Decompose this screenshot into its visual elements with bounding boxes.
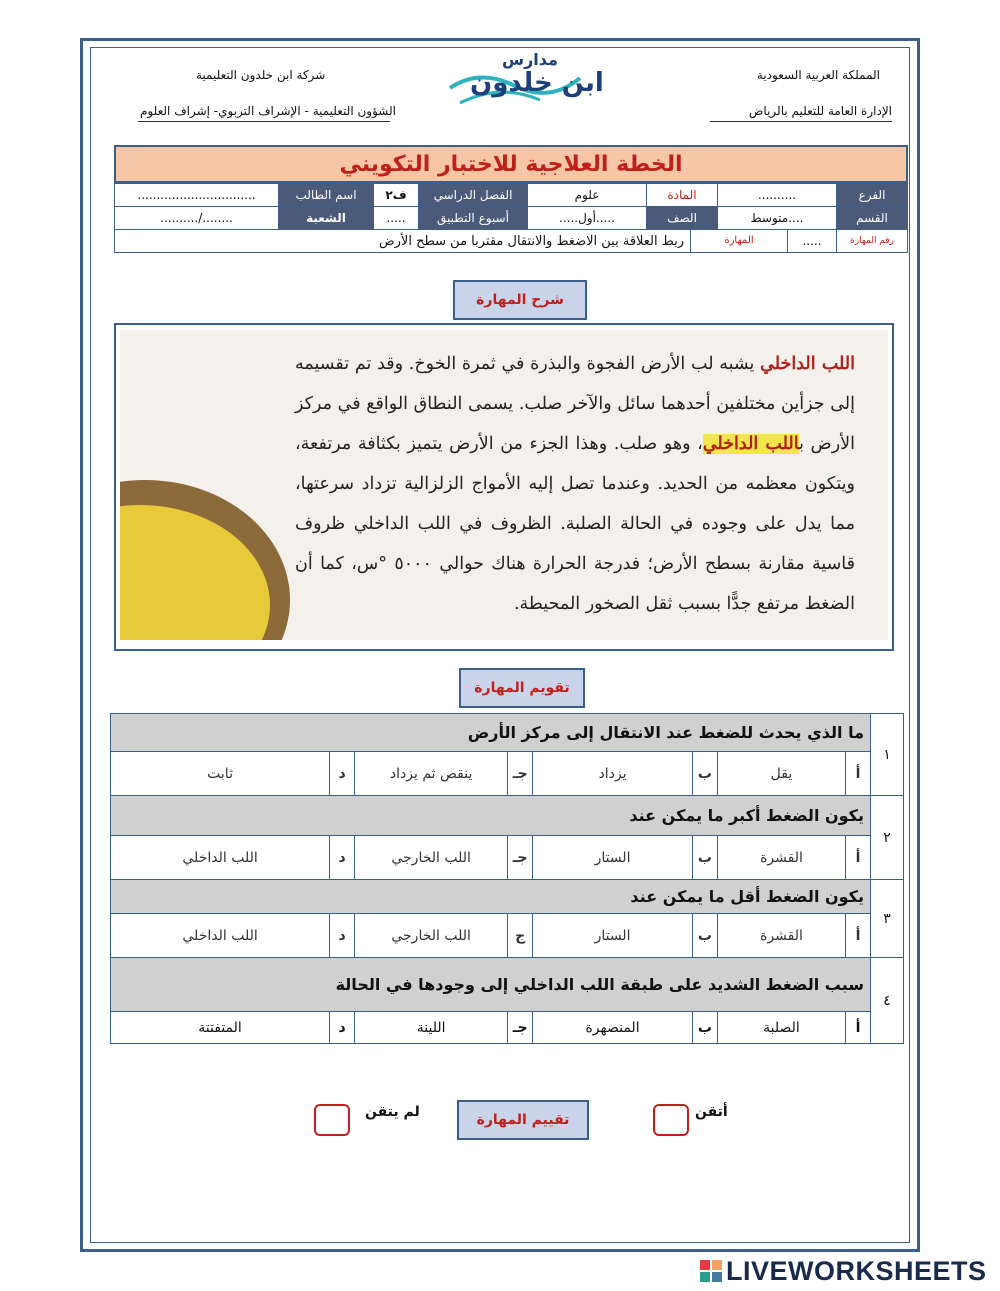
header-department: الشؤون التعليمية - الإشراف التربوي- إشراف العلوم [140,104,396,118]
week-field[interactable]: ..... [374,207,419,230]
page-title: الخطة العلاجية للاختبار التكويني [114,145,908,183]
question-number: ٤ [871,958,904,1044]
passage-text-2: ، وهو صلب. وهذا الجزء من الأرض يتميز بكثافة مرتفعة، ويتكون معظمه من الحديد. وعندما تصل إليه الأمواج الزلزالية تزداد سرعتها، مما يدل على وجوده في الحالة الصلبة. الظروف في اللب الداخلي ظروف قاسية مقارنة بسطح الأرض؛ فدرجة الحرارة هناك حوالي ٥٠٠٠ °س، كما أن الضغط مرتفع جدًّا بسبب ثقل الصخور المحيطة. [295,434,855,614]
student-label: اسم الطالب [279,184,374,207]
answer-option[interactable]: ينقص ثم يزداد [355,752,508,796]
option-letter: أ [846,1012,871,1044]
not-mastered-checkbox[interactable] [314,1104,350,1136]
semester-label: الفصل الدراسي [419,184,528,207]
header-underline-right [710,121,892,122]
week-label: أسبوع التطبيق [419,207,528,230]
header-country: المملكة العربية السعودية [756,68,880,82]
skill-label: المهارة [690,230,787,252]
skill-number-label: رقم المهارة [837,230,908,253]
evaluate-skill-button[interactable]: تقييم المهارة [457,1100,589,1140]
student-name-field[interactable]: ............................... [115,184,279,207]
option-letter: أ [846,914,871,958]
answer-option[interactable]: اللب الخارجي [355,914,508,958]
answer-option[interactable]: ثابت [111,752,330,796]
subject-label: المادة [647,184,718,207]
question-text: يكون الضغط أكبر ما يمكن عند [111,796,871,836]
question-text: ما الذي يحدث للضغط عند الانتقال إلى مركز الأرض [111,714,871,752]
questions-table [110,713,904,1044]
passage-text [295,344,855,624]
liveworksheets-logo-icon [700,1260,722,1282]
option-letter: ب [692,836,717,880]
answer-option[interactable]: اللب الداخلي [111,914,330,958]
passage-highlight: اللب الداخلي [702,434,800,454]
question-text: يكون الضغط أقل ما يمكن عند [111,880,871,914]
option-letter: جـ [508,1012,533,1044]
option-letter: جـ [508,752,533,796]
semester-field[interactable]: ف٢ [374,184,419,207]
answer-option[interactable]: الصلبة [717,1012,845,1044]
subject-field[interactable]: علوم [528,184,647,207]
assess-skill-button[interactable]: تقويم المهارة [459,668,585,708]
option-letter: د [330,836,355,880]
option-letter: ب [692,1012,717,1044]
grade-field[interactable]: .....أول..... [528,207,647,230]
option-letter: د [330,1012,355,1044]
option-letter: د [330,752,355,796]
option-letter: جـ [508,836,533,880]
answer-option[interactable]: القشرة [717,914,845,958]
liveworksheets-wordmark: LIVEWORKSHEETS [726,1255,987,1286]
mastered-label: أتقن [695,1104,728,1120]
answer-option[interactable]: الستار [533,914,693,958]
grade-label: الصف [647,207,718,230]
question-number: ١ [871,714,904,796]
question-number: ٣ [871,880,904,958]
answer-option[interactable]: المنصهرة [533,1012,693,1044]
question-text: سبب الضغط الشديد على طبقة اللب الداخلي إلى وجودها في الحالة [111,958,871,1012]
school-logo [440,48,604,120]
logo-text-bottom: ابن خلدون [470,68,604,98]
answer-option[interactable]: المتفتتة [111,1012,330,1044]
division-label: الشعبة [279,207,374,230]
passage-lead: اللب الداخلي [760,354,855,374]
branch-label: الفرع [837,184,908,207]
option-letter: ب [692,914,717,958]
option-letter: أ [846,752,871,796]
option-letter: د [330,914,355,958]
answer-option[interactable]: اللينة [355,1012,508,1044]
section-field[interactable]: ....متوسط [718,207,837,230]
answer-option[interactable]: الستار [533,836,693,880]
answer-option[interactable]: يقل [717,752,845,796]
branch-field[interactable]: .......... [718,184,837,207]
header-underline-left [138,121,390,122]
logo-text-top: مدارس [502,50,558,69]
section-label: القسم [837,207,908,230]
option-letter: أ [846,836,871,880]
passage-text-1: يشبه لب الأرض الفجوة والبذرة في ثمرة الخوخ. وقد تم تقسيمه إلى جزأين مختلفين أحدهما سائل والآخر صلب. يسمى النطاق الواقع في مركز الأرض ب [295,354,855,454]
header-directorate: الإدارة العامة للتعليم بالرياض [748,104,892,118]
header-company: شركة ابن خلدون التعليمية [196,68,326,82]
skill-number-field[interactable]: ..... [787,230,836,252]
option-letter: ب [692,752,717,796]
answer-option[interactable]: يزداد [533,752,693,796]
explain-skill-button[interactable]: شرح المهارة [453,280,587,320]
not-mastered-label: لم يتقن [365,1104,420,1120]
passage-scan [120,330,888,640]
info-table [114,183,908,253]
skill-description: ربط العلاقة بين الاضغط والانتقال مقتربا من سطح الأرض [378,233,684,249]
division-field[interactable]: ......../.......... [115,207,279,230]
question-number: ٢ [871,796,904,880]
answer-option[interactable]: اللب الخارجي [355,836,508,880]
answer-option[interactable]: القشرة [717,836,845,880]
mastered-checkbox[interactable] [653,1104,689,1136]
liveworksheets-brand [700,1256,987,1286]
option-letter: ج [508,914,533,958]
answer-option[interactable]: اللب الداخلي [111,836,330,880]
